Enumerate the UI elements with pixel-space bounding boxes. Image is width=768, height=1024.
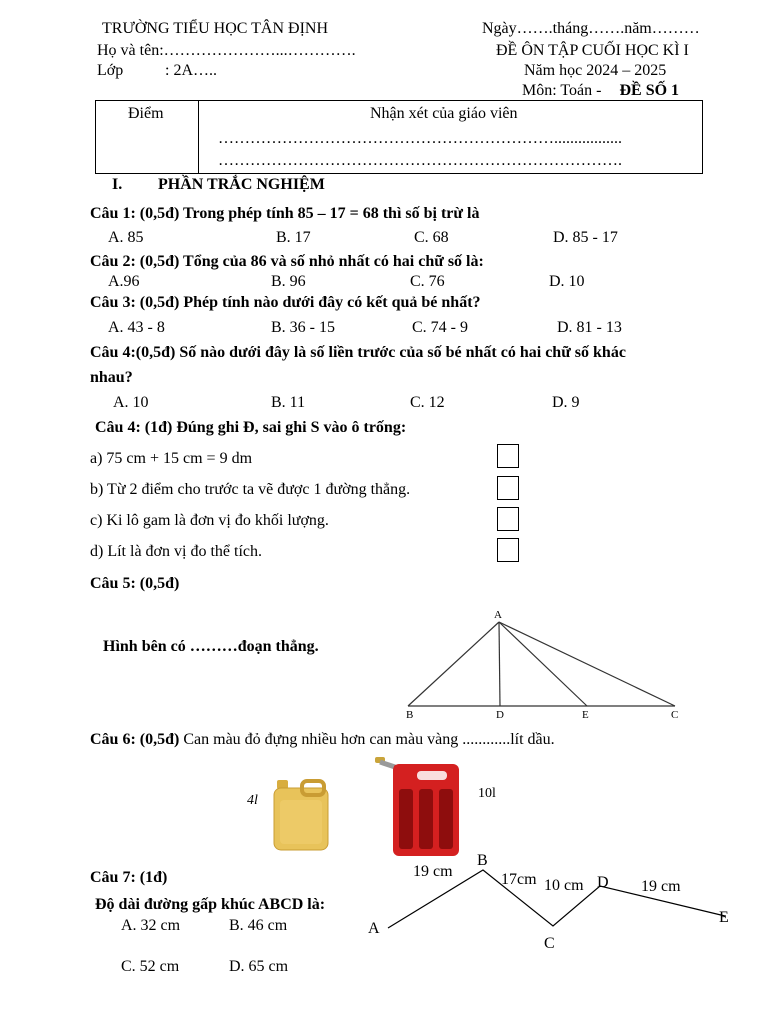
red-can-icon (371, 757, 463, 857)
q1-text: Câu 1: (0,5đ) Trong phép tính 85 – 17 = 68 thì số bị trừ là (90, 205, 480, 222)
q3-option-c: C. 74 - 9 (412, 319, 468, 336)
q5-title-rest: : (0,5đ) (130, 575, 180, 592)
q5-title (90, 575, 179, 593)
subject-line (522, 82, 679, 100)
score-label: Điểm (128, 105, 164, 122)
yellow-can-volume: 4l (247, 793, 258, 808)
q3-text: Câu 3: (0,5đ) Phép tính nào dưới đây có kết quả bé nhất? (90, 294, 481, 311)
q4a-option-a: A. 10 (113, 394, 149, 411)
segment-ac (499, 622, 675, 706)
class-label: Lớp (97, 62, 124, 79)
polyline-figure (360, 848, 745, 958)
point-d-label: D (496, 709, 504, 721)
point-d-label: D (597, 874, 609, 891)
date-line: Ngày…….tháng…….năm……… (482, 20, 700, 37)
triangle-figure (370, 592, 705, 722)
segment-de-length: 19 cm (641, 878, 681, 895)
exam-title: ĐỀ ÔN TẬP CUỐI HỌC KÌ I (496, 42, 689, 59)
q7-text: Độ dài đường gấp khúc ABCD là: (95, 896, 326, 913)
q4b-text: Câu 4: (1đ) Đúng ghi Đ, sai ghi S vào ô trống: (95, 419, 407, 436)
answer-box-a[interactable] (497, 444, 519, 468)
point-e-label: E (719, 909, 729, 926)
q4b-item-d: d) Lít là đơn vị đo thể tích. (90, 543, 262, 560)
segment-ae (499, 622, 587, 706)
q2-option-d: D. 10 (549, 273, 585, 290)
point-b-label: B (406, 709, 414, 721)
segment-ad (499, 622, 500, 706)
q2-text: Câu 2: (0,5đ) Tổng của 86 và số nhỏ nhất có hai chữ số là: (90, 253, 484, 270)
exam-number: ĐỀ SỐ 1 (619, 82, 680, 99)
q7-option-a: A. 32 cm (121, 917, 181, 934)
class-value: : 2A….. (165, 62, 217, 79)
point-c-label: C (671, 709, 679, 721)
q5-title-bold: Câu 5 (90, 575, 131, 592)
point-a-label: A (494, 609, 502, 621)
segment-ab-length: 19 cm (413, 863, 453, 880)
comment-dots-2: …………………………………………………………………. (218, 152, 622, 169)
q3-option-d: D. 81 - 13 (557, 319, 622, 336)
q4a-option-c: C. 12 (410, 394, 445, 411)
comment-label: Nhận xét của giáo viên (370, 105, 518, 122)
answer-box-d[interactable] (497, 538, 519, 562)
q4a-option-d: D. 9 (552, 394, 580, 411)
q2-option-c: C. 76 (410, 273, 445, 290)
segment-bc-length: 17cm (501, 871, 537, 888)
segment-ab (408, 622, 499, 706)
q7-option-d: D. 65 cm (229, 958, 289, 975)
answer-box-b[interactable] (497, 476, 519, 500)
name-line: Họ và tên:…………………...…………. (97, 42, 356, 59)
school-year: Năm học 2024 – 2025 (524, 62, 667, 79)
q6-text: Can màu đỏ đựng nhiều hơn can màu vàng ............lít dầu. (179, 731, 555, 748)
q1-option-a: A. 85 (108, 229, 144, 246)
q5-text: Hình bên có ………đoạn thẳng. (103, 638, 319, 655)
red-can-volume: 10l (478, 786, 496, 801)
q7-option-c: C. 52 cm (121, 958, 180, 975)
segment-cd-length: 10 cm (544, 877, 584, 894)
score-table (95, 100, 703, 174)
point-a-label: A (368, 920, 380, 937)
q4b-item-a: a) 75 cm + 15 cm = 9 dm (90, 450, 253, 467)
q3-option-b: B. 36 - 15 (271, 319, 335, 336)
q4a-text-line2: nhau? (90, 369, 133, 386)
yellow-can-icon (272, 776, 330, 852)
comment-dots-1: ………………………………………………………................. (218, 130, 622, 147)
table-divider (198, 101, 199, 173)
q4b-item-b: b) Từ 2 điểm cho trước ta vẽ được 1 đường thẳng. (90, 481, 411, 498)
point-b-label: B (477, 852, 488, 869)
subject: Môn: Toán - (522, 82, 602, 99)
q1-option-d: D. 85 - 17 (553, 229, 618, 246)
section-number: I. (112, 176, 123, 193)
q1-option-c: C. 68 (414, 229, 449, 246)
q4a-option-b: B. 11 (271, 394, 306, 411)
q4a-text-line1: Câu 4:(0,5đ) Số nào dưới đây là số liền trước của số bé nhất có hai chữ số khác (90, 344, 626, 361)
section-title: PHẦN TRẮC NGHIỆM (158, 176, 325, 193)
q2-option-a: A.96 (108, 273, 140, 290)
q6-line (90, 731, 555, 749)
q7-title: Câu 7: (1đ) (90, 869, 168, 886)
q3-option-a: A. 43 - 8 (108, 319, 165, 336)
q6-title: Câu 6: (0,5đ) (90, 731, 180, 748)
point-c-label: C (544, 935, 555, 952)
point-e-label: E (582, 709, 589, 721)
q4b-item-c: c) Ki lô gam là đơn vị đo khối lượng. (90, 512, 329, 529)
answer-box-c[interactable] (497, 507, 519, 531)
school-name: TRƯỜNG TIỂU HỌC TÂN ĐỊNH (102, 20, 329, 37)
q2-option-b: B. 96 (271, 273, 306, 290)
q7-option-b: B. 46 cm (229, 917, 288, 934)
q1-option-b: B. 17 (276, 229, 311, 246)
